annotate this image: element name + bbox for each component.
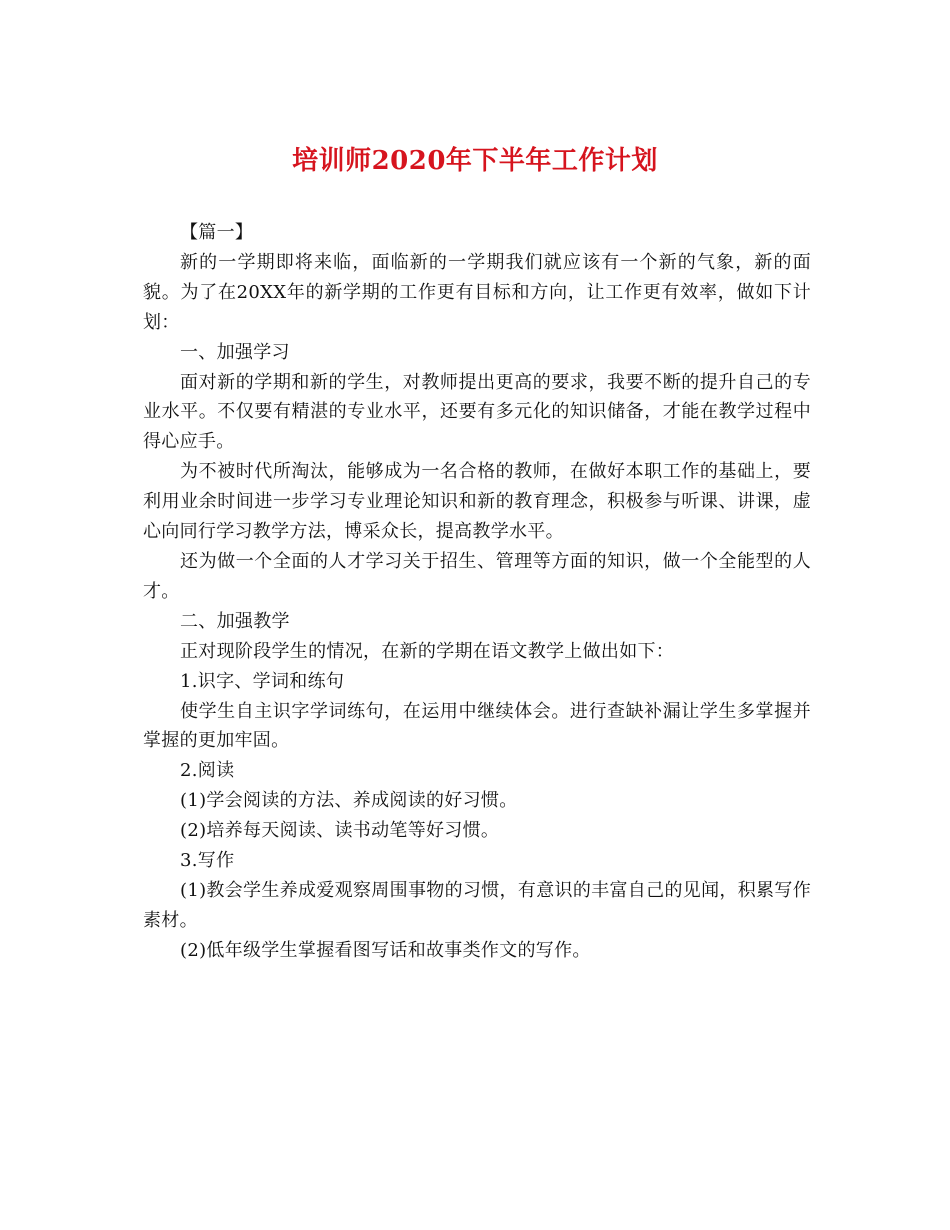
section-heading: 【篇一】: [180, 222, 254, 243]
subsection-heading: 1.识字、学词和练句: [180, 670, 345, 692]
paragraph: 使学生自主识字学词练句，在运用中继续体会。进行查缺补漏让学生多掌握并掌握的更加牢固。: [143, 700, 811, 752]
paragraph: 新的一学期即将来临，面临新的一学期我们就应该有一个新的气象，新的面貌。为了在20XX年的新学期的工作更有目标和方向，让工作更有效率，做如下计划：: [143, 251, 811, 333]
list-item: (1)教会学生养成爱观察周围事物的习惯，有意识的丰富自己的见闻，积累写作素材。: [143, 879, 811, 931]
list-item: (1)学会阅读的方法、养成阅读的好习惯。: [180, 790, 518, 812]
paragraph: 面对新的学期和新的学生，对教师提出更高的要求，我要不断的提升自己的专业水平。不仅要有精湛的专业水平，还要有多元化的知识储备，才能在教学过程中得心应手。: [143, 371, 811, 453]
document-body: [143, 218, 811, 966]
subsection-heading: 3.写作: [180, 850, 235, 872]
paragraph: 为不被时代所淘汰，能够成为一名合格的教师，在做好本职工作的基础上，要利用业余时间进一步学习专业理论知识和新的教育理念，积极参与听课、讲课，虚心向同行学习教学方法，博采众长，提高教学水平。: [143, 461, 811, 543]
list-item: (2)培养每天阅读、读书动笔等好习惯。: [180, 820, 500, 842]
section-heading: 一、加强学习: [180, 341, 290, 363]
list-item: (2)低年级学生掌握看图写话和故事类作文的写作。: [180, 939, 591, 961]
paragraph: 正对现阶段学生的情况，在新的学期在语文教学上做出如下：: [180, 640, 675, 662]
document-title: 培训师2020年下半年工作计划: [292, 146, 658, 176]
subsection-heading: 2.阅读: [180, 760, 235, 782]
section-heading: 二、加强教学: [180, 610, 290, 632]
paragraph: 还为做一个全面的人才学习关于招生、管理等方面的知识，做一个全能型的人才。: [143, 550, 811, 602]
